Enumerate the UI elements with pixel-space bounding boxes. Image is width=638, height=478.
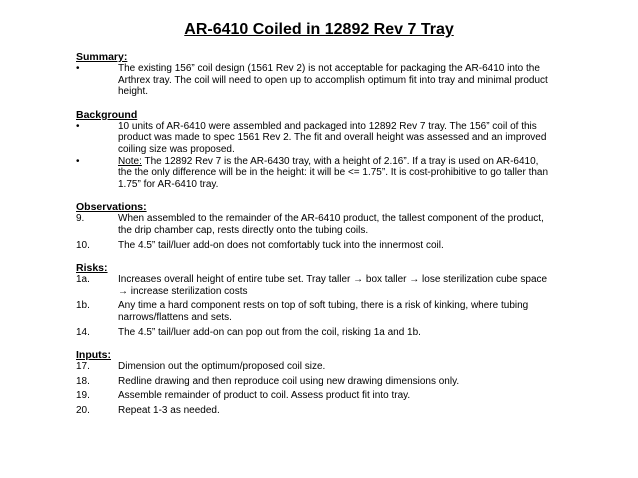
list-item bbox=[76, 300, 554, 323]
list-item bbox=[76, 405, 554, 417]
inputs-section bbox=[76, 349, 554, 416]
background-section bbox=[76, 109, 554, 191]
list-item bbox=[76, 376, 554, 388]
risk-text: Increases overall height of entire tube set. Tray taller → box taller → lose sterilization cube space → increase sterilization costs bbox=[118, 274, 548, 297]
input-text: Dimension out the optimum/proposed coil size. bbox=[118, 361, 326, 373]
summary-text: The existing 156” coil design (1561 Rev 2) is not acceptable for packaging the AR-6410 into the Arthrex tray. The coil will need to open up to accomplish optimum fit into tray and minimal product height. bbox=[118, 63, 548, 98]
list-item bbox=[76, 327, 554, 339]
risks-section bbox=[76, 262, 554, 338]
risk-text: Any time a hard component rests on top of soft tubing, there is a risk of kinking, where tubing narrows/flattens and sets. bbox=[118, 300, 529, 323]
input-text: Repeat 1-3 as needed. bbox=[118, 404, 220, 416]
note-label: Note: bbox=[118, 155, 142, 167]
observations-heading: Observations: bbox=[76, 201, 147, 214]
item-number: 9. bbox=[76, 213, 85, 225]
background-text: 10 units of AR-6410 were assembled and packaged into 12892 Rev 7 tray. The 156” coil of this product was made to spec 1561 Rev 2. The fit and overall height was assessed and an improved coiling size was proposed. bbox=[118, 120, 547, 155]
list-item bbox=[76, 240, 554, 252]
item-number: 14. bbox=[76, 326, 90, 338]
item-number: 18. bbox=[76, 375, 90, 387]
list-item bbox=[76, 121, 554, 156]
bullet-marker: • bbox=[76, 63, 80, 74]
item-number: 1a. bbox=[76, 274, 90, 286]
item-number: 20. bbox=[76, 404, 90, 416]
document-body bbox=[76, 51, 554, 427]
input-text: Assemble remainder of product to coil. Assess product fit into tray. bbox=[118, 390, 411, 402]
observations-section bbox=[76, 201, 554, 251]
list-item bbox=[76, 274, 554, 297]
observation-text: When assembled to the remainder of the AR-6410 product, the tallest component of the product, the drip chamber cap, rests directly onto the tubing coils. bbox=[118, 213, 544, 236]
note-text: The 12892 Rev 7 is the AR-6430 tray, with a height of 2.16”. If a tray is used on AR-6410, the the only difference will be in the height: it will be <= 1.75”. It is cost-prohibitive to go taller than 1.75” for AR-6410 tray. bbox=[118, 155, 549, 190]
background-heading: Background bbox=[76, 108, 138, 121]
list-item bbox=[76, 213, 554, 236]
list-item bbox=[76, 361, 554, 373]
item-number: 1b. bbox=[76, 300, 90, 312]
summary-heading: Summary: bbox=[76, 51, 128, 63]
item-number: 10. bbox=[76, 239, 90, 251]
inputs-heading: Inputs: bbox=[76, 349, 111, 362]
background-note bbox=[118, 156, 554, 191]
risks-heading: Risks: bbox=[76, 262, 108, 275]
document-title: AR-6410 Coiled in 12892 Rev 7 Tray bbox=[184, 21, 454, 38]
observation-text: The 4.5” tail/luer add-on does not comfortably tuck into the innermost coil. bbox=[118, 239, 444, 251]
list-item bbox=[76, 156, 554, 191]
list-item bbox=[76, 63, 554, 98]
item-number: 19. bbox=[76, 390, 90, 402]
risk-text: The 4.5” tail/luer add-on can pop out from the coil, risking 1a and 1b. bbox=[118, 326, 421, 338]
list-item bbox=[76, 390, 554, 402]
input-text: Redline drawing and then reproduce coil using new drawing dimensions only. bbox=[118, 375, 460, 387]
bullet-marker: • bbox=[76, 155, 80, 167]
item-number: 17. bbox=[76, 361, 90, 373]
summary-section bbox=[76, 51, 554, 98]
bullet-marker: • bbox=[76, 120, 80, 132]
